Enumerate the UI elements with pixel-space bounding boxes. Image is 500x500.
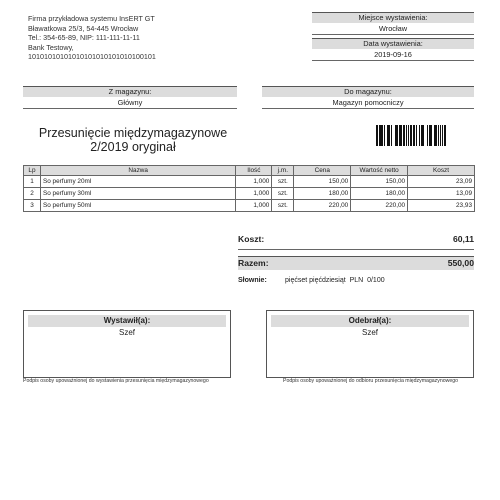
col-header-name: Nazwa (40, 166, 235, 176)
cell-net: 180,00 (351, 188, 408, 200)
total-summary (238, 256, 474, 270)
table-header-row (24, 166, 475, 176)
cell-name: So perfumy 50ml (40, 200, 235, 212)
issued-by-box (23, 310, 231, 378)
received-by-label: Odebrał(a): (271, 315, 469, 327)
seller-account: 10101010101010101010101010100101 (28, 52, 156, 62)
cell-qty: 1,000 (236, 188, 272, 200)
issue-date-value: 2019-09-16 (312, 49, 474, 61)
cell-name: So perfumy 30ml (40, 188, 235, 200)
col-header-lp: Lp (24, 166, 41, 176)
col-header-unit: j.m. (272, 166, 294, 176)
issue-place-label: Miejsce wystawienia: (312, 12, 474, 23)
table-row (24, 176, 475, 188)
issue-place-box (312, 12, 474, 35)
issue-date-label: Data wystawienia: (312, 38, 474, 49)
cost-value: 60,11 (452, 234, 474, 244)
total-value: 550,00 (447, 258, 474, 268)
cost-label: Koszt: (238, 234, 265, 244)
cell-name: So perfumy 20ml (40, 176, 235, 188)
seller-info (28, 14, 288, 62)
cell-qty: 1,000 (236, 176, 272, 188)
col-header-price: Cena (294, 166, 351, 176)
table-row (24, 200, 475, 212)
cell-net: 150,00 (351, 176, 408, 188)
to-warehouse-value: Magazyn pomocniczy (262, 97, 474, 109)
cell-cost: 13,09 (408, 188, 475, 200)
cost-summary (238, 230, 474, 250)
cell-lp: 2 (24, 188, 41, 200)
from-warehouse-value: Główny (23, 97, 237, 109)
received-by-box (266, 310, 474, 378)
col-header-net: Wartość netto (351, 166, 408, 176)
cell-unit: szt. (272, 200, 294, 212)
words-label: Słownie: (238, 277, 267, 284)
amount-in-words (238, 277, 474, 289)
seller-bank: Bank Testowy, (28, 42, 74, 52)
words-value: pięćset pięćdziesiąt PLN 0/100 (285, 277, 385, 284)
table-row (24, 188, 475, 200)
from-warehouse-box (23, 86, 237, 109)
document-number: 2/2019 oryginał (90, 140, 176, 154)
issued-by-name: Szef (118, 328, 135, 337)
cell-cost: 23,93 (408, 200, 475, 212)
seller-contact: Tel.: 354-65-89, NIP: 111-111-11-11 (28, 33, 140, 43)
cell-price: 220,00 (294, 200, 351, 212)
cell-unit: szt. (272, 176, 294, 188)
col-header-cost: Koszt (408, 166, 475, 176)
cell-unit: szt. (272, 188, 294, 200)
received-by-name: Szef (361, 328, 378, 337)
seller-name: Firma przykładowa systemu InsERT GT (28, 14, 155, 23)
issued-by-label: Wystawił(a): (28, 315, 226, 327)
to-warehouse-box (262, 86, 474, 109)
items-table (23, 165, 475, 212)
to-warehouse-label: Do magazynu: (262, 86, 474, 97)
issue-date-box (312, 38, 474, 61)
cell-net: 220,00 (351, 200, 408, 212)
cell-price: 180,00 (294, 188, 351, 200)
cell-price: 150,00 (294, 176, 351, 188)
document-title (28, 126, 238, 154)
issue-place-value: Wrocław (312, 23, 474, 35)
seller-address: Bławatkowa 25/3, 54-445 Wrocław (28, 23, 139, 33)
from-warehouse-label: Z magazynu: (23, 86, 237, 97)
cell-lp: 1 (24, 176, 41, 188)
cell-qty: 1,000 (236, 200, 272, 212)
barcode-icon (376, 125, 474, 146)
total-label: Razem: (238, 258, 269, 268)
issued-by-note: Podpis osoby upoważnionej do wystawienia przesunięcia międzymagazynowego (23, 378, 209, 384)
cell-cost: 23,09 (408, 176, 475, 188)
document-title-text: Przesunięcie międzymagazynowe (38, 126, 228, 140)
received-by-note: Podpis osoby upoważnionej do odbioru przesunięcia międzymagazynowego (283, 378, 459, 384)
cell-lp: 3 (24, 200, 41, 212)
col-header-qty: Ilość (236, 166, 272, 176)
